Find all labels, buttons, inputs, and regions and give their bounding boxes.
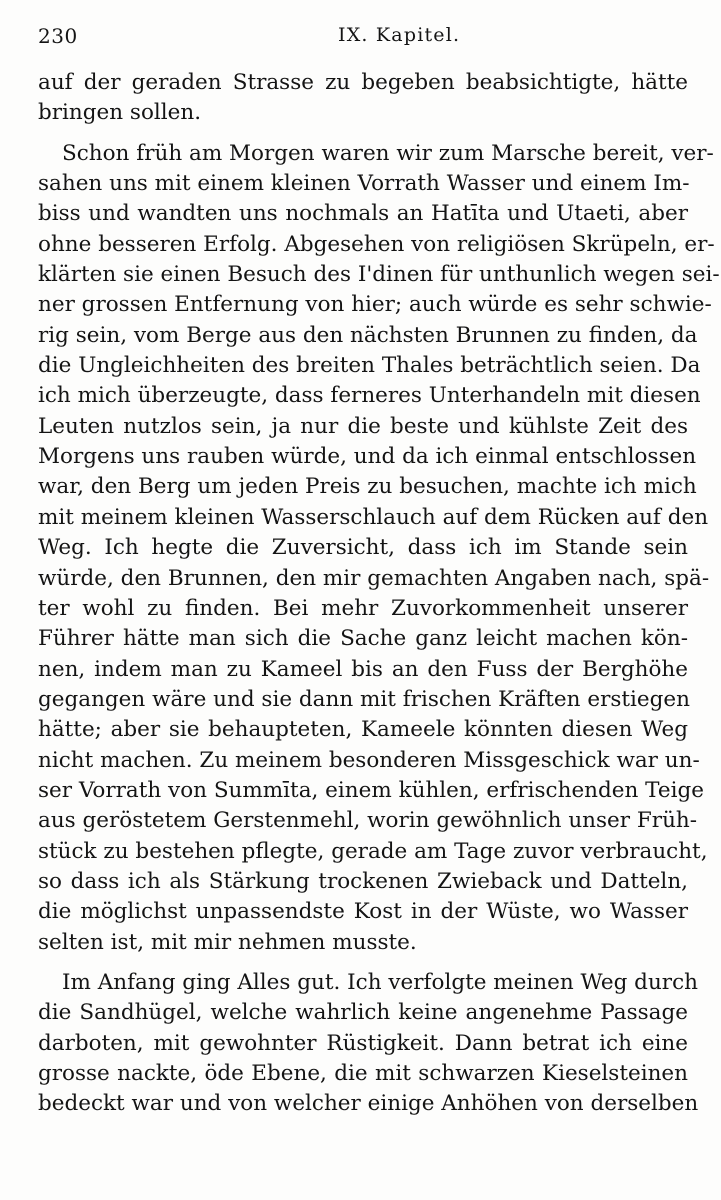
body-text	[38, 68, 720, 1120]
text-line: sahen uns mit einem kleinen Vorrath Wasser und einem Im-	[38, 171, 690, 197]
text-line: die Ungleichheiten des breiten Thales beträchtlich seien. Da	[38, 353, 701, 379]
page-header	[38, 24, 688, 52]
text-line: stück zu bestehen pflegte, gerade am Tage zuvor verbraucht,	[38, 838, 708, 864]
text-line: selten ist, mit mir nehmen musste.	[38, 929, 417, 955]
text-line: Leuten nutzlos sein, ja nur die beste und kühlste Zeit des	[38, 413, 688, 439]
text-line: Weg. Ich hegte die Zuversicht, dass ich im Stande sein	[38, 535, 688, 561]
text-line: aus geröstetem Gerstenmehl, worin gewöhnlich unser Früh-	[38, 808, 698, 834]
running-head: IX. Kapitel.	[338, 24, 461, 46]
text-line: Schon früh am Morgen waren wir zum Marsche bereit, ver-	[62, 140, 714, 166]
text-line: gegangen wäre und sie dann mit frischen Kräften erstiegen	[38, 686, 690, 712]
text-line: auf der geraden Strasse zu begeben beabsichtigte, hätte	[38, 70, 688, 95]
text-line: bringen sollen.	[38, 100, 202, 126]
text-line: ner grossen Entfernung von hier; auch würde es sehr schwie-	[38, 292, 712, 318]
page-number: 230	[38, 24, 78, 48]
text-line: Im Anfang ging Alles gut. Ich verfolgte meinen Weg durch	[62, 969, 698, 995]
text-line: grosse nackte, öde Ebene, die mit schwarzen Kieselsteinen	[38, 1061, 688, 1086]
paragraph-gap	[38, 958, 688, 968]
text-line: ich mich überzeugte, dass ferneres Unterhandeln mit diesen	[38, 383, 701, 409]
text-line: biss und wandten uns nochmals an Hatīta und Utaeti, aber	[38, 201, 688, 227]
text-line: rig sein, vom Berge aus den nächsten Brunnen zu finden, da	[38, 322, 698, 348]
text-line: mit meinem kleinen Wasserschlauch auf dem Rücken auf den	[38, 504, 709, 530]
text-line: bedeckt war und von welcher einige Anhöhen von derselben	[38, 1091, 699, 1117]
text-line: nicht machen. Zu meinem besonderen Missgeschick war un-	[38, 747, 700, 773]
text-line: so dass ich als Stärkung trockenen Zwieback und Datteln,	[38, 868, 688, 894]
text-line: ohne besseren Erfolg. Abgesehen von religiösen Skrüpeln, er-	[38, 231, 715, 257]
text-line: die Sandhügel, welche wahrlich keine angenehme Passage	[38, 1000, 688, 1026]
text-line: war, den Berg um jeden Preis zu besuchen, machte ich mich	[38, 474, 697, 500]
text-line: darboten, mit gewohnter Rüstigkeit. Dann betrat ich eine	[38, 1030, 688, 1056]
text-line: hätte; aber sie behaupteten, Kameele könnten diesen Weg	[38, 717, 688, 743]
text-line: ser Vorrath von Summīta, einem kühlen, erfrischenden Teige	[38, 777, 704, 803]
text-line: die möglichst unpassendste Kost in der Wüste, wo Wasser	[38, 899, 688, 925]
text-line: ter wohl zu finden. Bei mehr Zuvorkommenheit unserer	[38, 595, 688, 621]
text-line: Führer hätte man sich die Sache ganz leicht machen kön-	[38, 626, 688, 652]
text-line: Morgens uns rauben würde, und da ich einmal entschlossen	[38, 444, 697, 470]
text-line: nen, indem man zu Kameel bis an den Fuss der Berghöhe	[38, 656, 688, 682]
text-line: würde, den Brunnen, den mir gemachten Angaben nach, spä-	[38, 565, 710, 591]
paragraph-gap	[38, 129, 688, 139]
text-line: klärten sie einen Besuch des I'dinen für unthunlich wegen sei-	[38, 262, 720, 288]
